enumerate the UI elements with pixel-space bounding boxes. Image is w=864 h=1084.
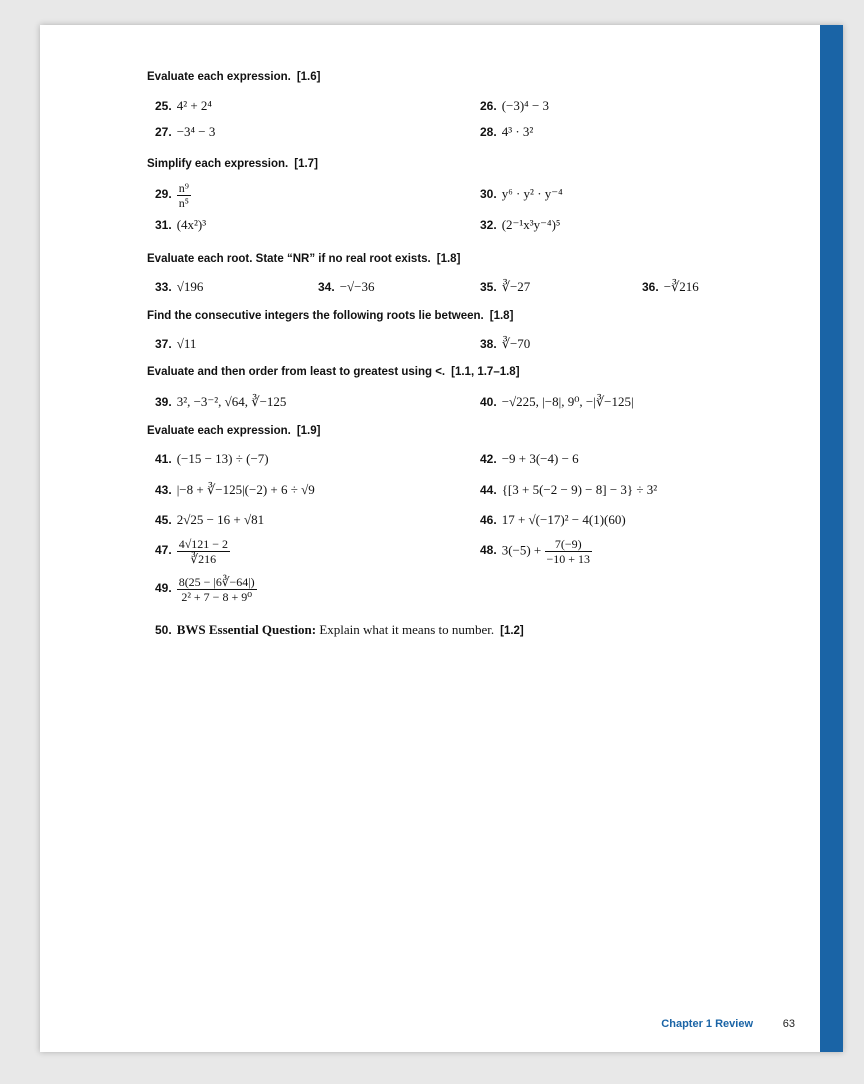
problem-number: 31.	[155, 218, 172, 232]
problem-number: 43.	[155, 483, 172, 497]
problem-expression: (2⁻¹x³y⁻⁴)⁵	[501, 217, 561, 232]
problem-34	[318, 280, 375, 293]
section-instruction: Simplify each expression.	[147, 158, 289, 170]
problem-expression: 3(−5) +	[501, 542, 542, 558]
textbook-page	[40, 25, 843, 1052]
problem-28	[480, 125, 533, 138]
problem-number: 26.	[480, 99, 497, 113]
fraction	[177, 576, 257, 603]
problem-37	[155, 337, 196, 350]
fraction-numerator: 8(25 − |6∛−64|)	[178, 575, 255, 589]
section-title	[147, 425, 320, 437]
problem-expression: |−8 + ∛−125|(−2) + 6 ÷ √9	[176, 482, 315, 497]
problem-number: 50.	[155, 623, 172, 637]
problem-number: 47.	[155, 543, 172, 558]
problem-47	[155, 538, 230, 565]
problem-number: 40.	[480, 395, 497, 409]
problem-expression: 17 + √(−17)² − 4(1)(60)	[501, 512, 626, 527]
problem-43	[155, 483, 315, 496]
essential-question-label: BWS Essential Question:	[176, 622, 317, 637]
section-title	[147, 158, 318, 170]
section-reference: [1.2]	[500, 625, 524, 637]
section-instruction: Find the consecutive integers the following roots lie between.	[147, 310, 484, 322]
problem-32	[480, 218, 560, 231]
problem-number: 38.	[480, 337, 497, 351]
fraction-denominator: −10 + 13	[546, 552, 591, 566]
problem-number: 45.	[155, 513, 172, 527]
problem-number: 30.	[480, 187, 497, 201]
section-reference: [1.8]	[489, 310, 514, 322]
fraction	[177, 538, 230, 565]
problem-50	[155, 623, 524, 638]
problem-expression: −3⁴ − 3	[176, 124, 216, 139]
problem-29	[155, 182, 191, 209]
chapter-edge-bar	[820, 25, 843, 1052]
problem-number: 28.	[480, 125, 497, 139]
section-instruction: Evaluate each expression.	[147, 71, 291, 83]
problem-33	[155, 280, 203, 293]
problem-expression: √11	[176, 336, 197, 351]
problem-expression: −∛216	[663, 279, 699, 294]
problem-expression: (−3)⁴ − 3	[501, 98, 550, 113]
problem-38	[480, 337, 530, 350]
section-title	[147, 366, 520, 378]
page-number: 63	[782, 1018, 795, 1030]
section-title	[147, 253, 460, 265]
problem-expression: 4² + 2⁴	[176, 98, 212, 113]
problem-26	[480, 99, 549, 112]
problem-expression: −√−36	[339, 279, 375, 294]
problem-number: 48.	[480, 543, 497, 558]
problem-number: 41.	[155, 452, 172, 466]
problem-48	[480, 538, 592, 565]
problem-number: 39.	[155, 395, 172, 409]
problem-31	[155, 218, 206, 231]
section-reference: [1.6]	[296, 71, 321, 83]
fraction-numerator: 4√121 − 2	[178, 537, 229, 551]
problem-30	[480, 187, 563, 200]
problem-number: 35.	[480, 280, 497, 294]
problem-36	[642, 280, 699, 293]
problem-35	[480, 280, 530, 293]
problem-number: 33.	[155, 280, 172, 294]
problem-27	[155, 125, 215, 138]
problem-46	[480, 513, 626, 526]
problem-expression: (−15 − 13) ÷ (−7)	[176, 451, 269, 466]
section-instruction: Evaluate each root. State “NR” if no real root exists.	[147, 253, 431, 265]
problem-40	[480, 395, 634, 408]
problem-expression: √196	[176, 279, 204, 294]
problem-number: 37.	[155, 337, 172, 351]
problem-45	[155, 513, 264, 526]
problem-number: 27.	[155, 125, 172, 139]
fraction-denominator: n⁵	[178, 196, 189, 210]
problem-expression: (4x²)³	[176, 217, 207, 232]
problem-expression: 2√25 − 16 + √81	[176, 512, 265, 527]
section-reference: [1.7]	[294, 158, 318, 170]
problem-expression: ∛−70	[501, 336, 531, 351]
section-instruction: Evaluate each expression.	[147, 425, 291, 437]
problem-41	[155, 452, 269, 465]
section-reference: [1.1, 1.7–1.8]	[451, 366, 520, 378]
essential-question-text: Explain what it means to number.	[319, 622, 495, 637]
problem-expression: 3², −3⁻², √64, ∛−125	[176, 394, 287, 409]
problem-39	[155, 395, 286, 408]
problem-expression: 4³ · 3²	[501, 124, 534, 139]
problem-number: 34.	[318, 280, 335, 294]
problem-number: 36.	[642, 280, 659, 294]
fraction	[177, 182, 191, 209]
problem-number: 42.	[480, 452, 497, 466]
section-reference: [1.9]	[296, 425, 321, 437]
section-reference: [1.8]	[436, 253, 461, 265]
fraction-numerator: 7(−9)	[545, 538, 593, 552]
problem-number: 46.	[480, 513, 497, 527]
problem-number: 25.	[155, 99, 172, 113]
problem-expression: {[3 + 5(−2 − 9) − 8] − 3} ÷ 3²	[501, 482, 658, 497]
problem-number: 44.	[480, 483, 497, 497]
fraction-numerator: n⁹	[178, 181, 189, 195]
problem-44	[480, 483, 657, 496]
problem-25	[155, 99, 212, 112]
problem-number: 29.	[155, 187, 172, 202]
problem-expression: −9 + 3(−4) − 6	[501, 451, 579, 466]
problem-expression: y⁶ · y² · y⁻⁴	[501, 186, 563, 201]
fraction-denominator: ∛216	[190, 552, 217, 566]
fraction	[545, 538, 593, 565]
section-title	[147, 71, 320, 83]
problem-49	[155, 576, 257, 603]
problem-number: 32.	[480, 218, 497, 232]
fraction-denominator: 2² + 7 − 8 + 9⁰	[181, 590, 253, 604]
footer-chapter-title: Chapter 1 Review	[661, 1018, 753, 1030]
problem-42	[480, 452, 579, 465]
problem-number: 49.	[155, 581, 172, 596]
problem-expression: −√225, |−8|, 9⁰, −|∛−125|	[501, 394, 634, 409]
section-title	[147, 310, 513, 322]
problem-expression: ∛−27	[501, 279, 531, 294]
section-instruction: Evaluate and then order from least to greatest using <.	[147, 366, 446, 378]
